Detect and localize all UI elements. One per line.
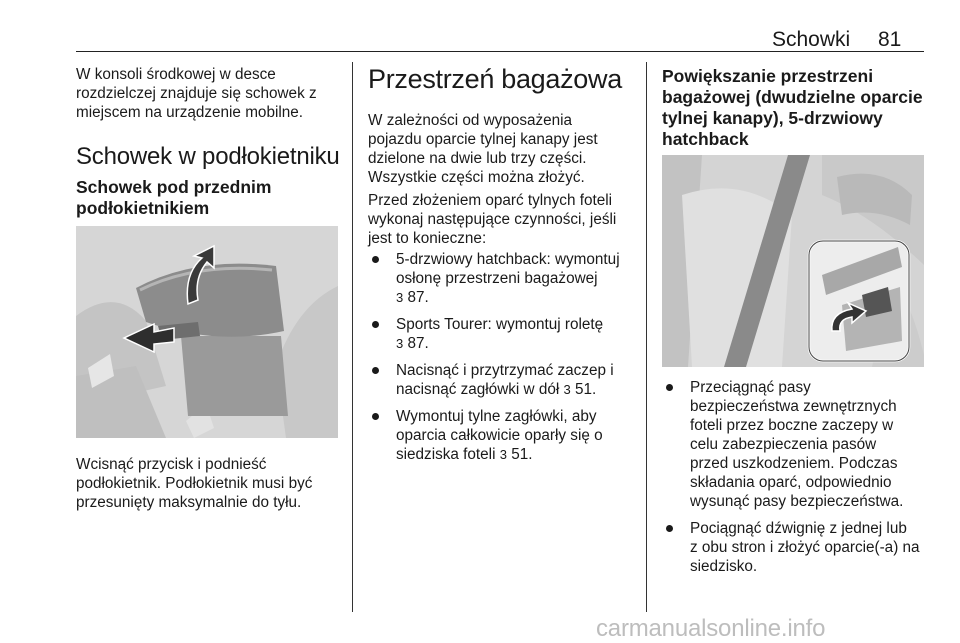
subheading-line: Schowek pod przednim [76,177,272,197]
item-line: 5-drzwiowy hatchback: wymontuj [396,251,620,268]
reference-arrow-icon: 3 [396,290,404,305]
item-line: Sports Tourer: wymontuj roletę [396,316,604,333]
item-line: celu zabezpieczenia pasów [690,436,877,453]
list-item [368,361,640,399]
section-heading-luggage: Przestrzeń bagażowa [368,64,622,94]
subsection-heading-front-armrest [76,177,271,219]
reference-arrow-icon: 3 [563,382,571,397]
intro-line: W konsoli środkowej w desce [76,66,276,83]
luggage-paragraph-1 [368,111,640,187]
list-item [662,519,932,576]
para-line: pojazdu oparcie tylnej kanapy jest [368,131,598,148]
para-line: Wszystkie części można złożyć. [368,169,585,186]
caption-line: przesunięty maksymalnie do tyłu. [76,494,302,511]
page-number: 81 [878,28,902,51]
column-divider-left [352,62,353,612]
heading-line: tylnej kanapy), 5-drzwiowy [662,108,883,128]
bullet-dot [372,321,379,328]
seat-belt-illustration [662,155,924,367]
page-reference[interactable]: 3 51. [563,381,597,398]
item-line: wysunąć pasy bezpieczeństwa. [690,493,904,510]
section-heading-armrest: Schowek w podłokietniku [76,143,340,170]
bullet-dot [372,413,379,420]
bullet-dot [372,367,379,374]
para-line: jest to konieczne: [368,230,487,247]
section-heading-expand-luggage [662,66,932,150]
caption-line: podłokietnik. Podłokietnik musi być [76,475,313,492]
column-divider-right [646,62,647,612]
item-line: siedziska foteli 3 51. [396,446,533,463]
item-line: Wymontuj tylne zagłówki, aby [396,408,597,425]
bullet-dot [666,384,673,391]
item-line: Przeciągnąć pasy [690,379,811,396]
item-line: osłonę przestrzeni bagażowej [396,270,598,287]
caption-line: Wcisnąć przycisk i podnieść [76,456,267,473]
para-line: Przed złożeniem oparć tylnych foteli [368,192,613,209]
heading-line: Powiększanie przestrzeni [662,66,874,86]
item-line: oparcia całkowicie oparły się o [396,427,603,444]
bullet-dot [666,525,673,532]
item-line: Pociągnąć dźwignię z jednej lub [690,520,907,537]
item-line: Nacisnąć i przytrzymać zaczep i [396,362,614,379]
luggage-steps-list [368,250,640,472]
page-header-title: Schowki [772,28,851,51]
list-item [662,378,932,511]
para-line: wykonaj następujące czynności, jeśli [368,211,617,228]
armrest-caption [76,455,346,512]
page-reference[interactable]: 3 51. [499,446,533,463]
list-item [368,250,640,307]
intro-line: rozdzielczej znajduje się schowek z [76,85,317,102]
list-item [368,315,640,353]
armrest-illustration [76,226,338,438]
subheading-line: podłokietnikiem [76,198,210,218]
item-line: bezpieczeństwa zewnętrznych [690,398,897,415]
item-line: nacisnąć zagłówki w dół 3 51. [396,381,597,398]
item-line: przed uszkodzeniem. Podczas [690,455,898,472]
reference-arrow-icon: 3 [396,336,404,351]
heading-line: bagażowej (dwudzielne oparcie [662,87,923,107]
item-line: z obu stron i złożyć oparcie(-a) na [690,539,920,556]
para-line: dzielone na dwie lub trzy części. [368,150,587,167]
heading-line: hatchback [662,129,749,149]
page-reference[interactable]: 3 87. [396,289,429,306]
page-reference[interactable]: 3 87. [396,335,429,352]
intro-paragraph [76,65,346,122]
para-line: W zależności od wyposażenia [368,112,573,129]
luggage-paragraph-2 [368,191,640,248]
header-rule [76,51,924,52]
item-line: foteli przez boczne zaczepy w [690,417,894,434]
list-item [368,407,640,464]
intro-line: miejscem na urządzenie mobilne. [76,104,304,121]
item-line: składania oparć, odpowiednio [690,474,892,491]
item-line: siedzisko. [690,558,758,575]
watermark-text: carmanualsonline.info [596,615,826,642]
bullet-dot [372,256,379,263]
reference-arrow-icon: 3 [499,447,507,462]
expand-luggage-steps-list [662,378,932,584]
